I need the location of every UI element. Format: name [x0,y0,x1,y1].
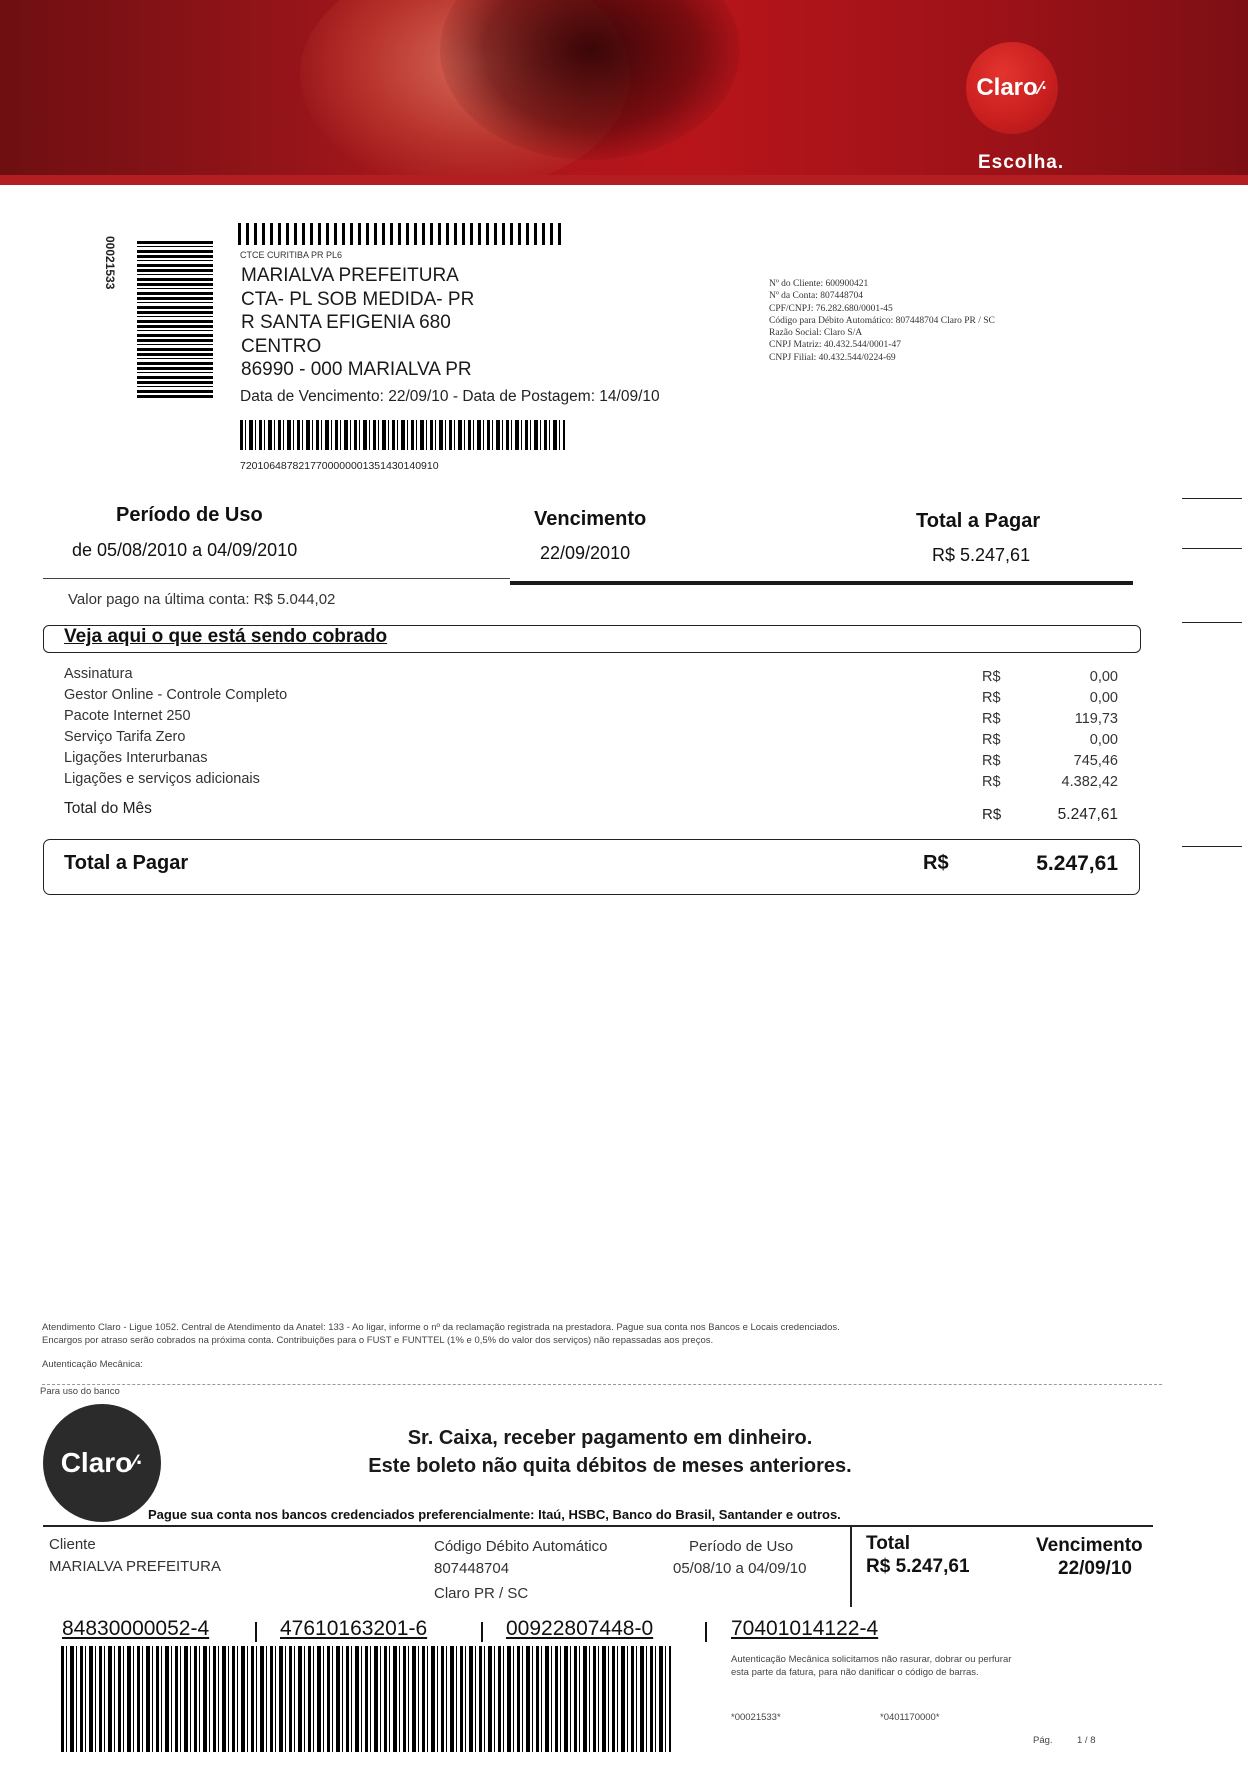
margin-mark [1182,846,1242,847]
charges-list [64,666,1118,792]
page-label: Pág. [1033,1735,1053,1746]
last-paid: Valor pago na última conta: R$ 5.044,02 [68,591,336,608]
charge-value: 0,00 [1089,669,1118,685]
grand-total-label: Total a Pagar [64,852,189,874]
auth-note-1: Autenticação Mecânica solicitamos não rasurar, dobrar ou perfurar [731,1654,1012,1665]
month-total-currency: R$ [982,806,1002,823]
auth-label: Autenticação Mecânica: [42,1359,143,1370]
notice-line-1: Atendimento Claro - Ligue 1052. Central de Atendimento da Anatel: 133 - Ao ligar, informe o nº da reclamação registrada na prestadora. Pague sua conta nos Bancos e Locais credenciados. [42,1322,840,1333]
route-code: CTCE CURITIBA PR PL6 [240,250,343,260]
grand-total-value: 5.247,61 [1036,852,1118,875]
debit-region: Claro PR / SC [434,1585,529,1602]
slogan: Escolha. [978,152,1065,173]
address-line-2: CTA- PL SOB MEDIDA- PR [241,288,475,310]
charge-currency: R$ [982,732,1001,748]
due-value: 22/09/2010 [540,543,631,563]
stub-due-label: Vencimento [1036,1535,1143,1556]
cpf-cnpj: CPF/CNPJ: 76.282.680/0001-45 [769,303,893,314]
side-barcode [137,241,213,399]
auto-debit-code: Código para Débito Automático: 807448704 Claro PR / SC [769,315,995,326]
footer-notices [42,1321,1202,1347]
stub-ref-2: *0401170000* [880,1712,940,1723]
charge-row [64,687,1118,708]
account-info [769,278,995,364]
postnet-barcode [238,223,563,245]
claro-stub-logo [43,1404,161,1522]
mail-barcode [240,420,565,450]
stub-auth-notes [731,1653,1011,1679]
payment-barcode [61,1646,671,1752]
stub-logo-text: Claro [60,1447,133,1478]
charge-row [64,750,1118,771]
barcode-field-1: 84830000052-4 [62,1617,210,1640]
stub-divider [850,1527,852,1607]
summary-rule-thick [510,581,1133,585]
grand-total-currency: R$ [923,852,949,874]
charge-label: Ligações e serviços adicionais [64,771,260,787]
period-value: de 05/08/2010 a 04/09/2010 [72,540,298,560]
charge-label: Ligações Interurbanas [64,750,208,766]
stub-total-value: R$ 5.247,61 [866,1556,970,1577]
auth-note-2: esta parte da fatura, para não danificar o código de barras. [731,1667,979,1678]
stub-due-value: 22/09/10 [1058,1558,1132,1579]
stub-rule [43,1525,1153,1527]
month-total-label: Total do Mês [64,800,152,817]
stub-ref-1: *00021533* [731,1712,781,1723]
banks-line: Pague sua conta nos bancos credenciados preferencialmente: Itaú, HSBC, Banco do Brasil, Santander e outros. [148,1507,841,1522]
address-line-5: 86990 - 000 MARIALVA PR [241,359,472,380]
stub-period-label: Período de Uso [689,1538,794,1555]
charges-title: Veja aqui o que está sendo cobrado [64,626,388,647]
side-code: 00021533 [103,236,117,290]
charge-label: Assinatura [64,666,133,682]
stub-total-label: Total [866,1533,910,1554]
margin-mark [1182,622,1242,623]
period-label: Período de Uso [116,504,263,526]
charge-value: 0,00 [1089,732,1118,748]
banner-divider [0,175,1248,185]
debit-code-label: Código Débito Automático [434,1538,608,1555]
client-number: Nº do Cliente: 600900421 [769,279,869,289]
cashier-line-2: Este boleto não quita débitos de meses anteriores. [368,1455,852,1477]
charge-label: Serviço Tarifa Zero [64,729,186,745]
charge-currency: R$ [982,690,1001,706]
cnpj-matriz: CNPJ Matriz: 40.432.544/0001-47 [769,340,901,351]
total-label: Total a Pagar [916,510,1041,532]
charge-row [64,729,1118,750]
charge-value: 745,46 [1073,753,1118,769]
cashier-line-1: Sr. Caixa, receber pagamento em dinheiro. [407,1427,813,1449]
charge-currency: R$ [982,669,1001,685]
stub-period-value: 05/08/10 a 04/09/10 [673,1560,807,1577]
charge-currency: R$ [982,774,1001,790]
logo-text: Claro [976,74,1038,101]
barcode-field-2: 47610163201-6 [280,1617,428,1640]
claro-logo [966,42,1058,134]
cnpj-filial: CNPJ Filial: 40.432.544/0224-69 [769,352,896,363]
charge-currency: R$ [982,711,1001,727]
company-name: Razão Social: Claro S/A [769,328,863,339]
charge-value: 4.382,42 [1061,774,1118,790]
field-separator [481,1622,483,1642]
account-number: Nº da Conta: 807448704 [769,291,863,302]
charge-label: Pacote Internet 250 [64,708,191,724]
charge-value: 0,00 [1089,690,1118,706]
cashier-instructions [180,1424,1040,1480]
due-label: Vencimento [534,508,647,530]
field-separator [255,1622,257,1642]
debit-code-value: 807448704 [434,1560,510,1577]
charge-value: 119,73 [1074,711,1118,727]
charge-row [64,708,1118,729]
summary-rule-thin [43,578,510,579]
total-value: R$ 5.247,61 [932,545,1031,565]
bank-use-label: Para uso do banco [40,1386,120,1397]
logo-spark-icon: ⁄· [1038,77,1048,98]
address-line-4: CENTRO [241,335,322,357]
logo-spark-icon: ⁄· [132,1450,144,1475]
margin-mark [1182,548,1242,549]
grand-total-box [43,839,1140,895]
client-label: Cliente [49,1536,96,1553]
charge-row [64,666,1118,687]
address-line-1: MARIALVA PREFEITURA [241,265,459,286]
charge-row [64,771,1118,792]
barcode-field-4: 70401014122-4 [731,1617,879,1640]
charge-currency: R$ [982,753,1001,769]
dates-line: Data de Vencimento: 22/09/10 - Data de Postagem: 14/09/10 [240,388,660,405]
address-line-3: R SANTA EFIGENIA 680 [241,312,451,333]
field-separator [705,1622,707,1642]
charge-label: Gestor Online - Controle Completo [64,687,288,703]
barcode-field-3: 00922807448-0 [506,1617,654,1640]
month-total-value: 5.247,61 [1057,806,1118,823]
recipient-address [241,264,474,382]
notice-line-2: Encargos por atraso serão cobrados na próxima conta. Contribuições para o FUST e FUNTTEL (1% e 0,5% do valor dos serviços) não repassadas aos preços. [42,1335,714,1346]
mail-barcode-number: 7201064878217700000001351430140910 [240,460,439,472]
cut-line [42,1384,1162,1385]
page-value: 1 / 8 [1077,1735,1096,1746]
margin-mark [1182,498,1242,499]
client-value: MARIALVA PREFEITURA [49,1558,221,1575]
